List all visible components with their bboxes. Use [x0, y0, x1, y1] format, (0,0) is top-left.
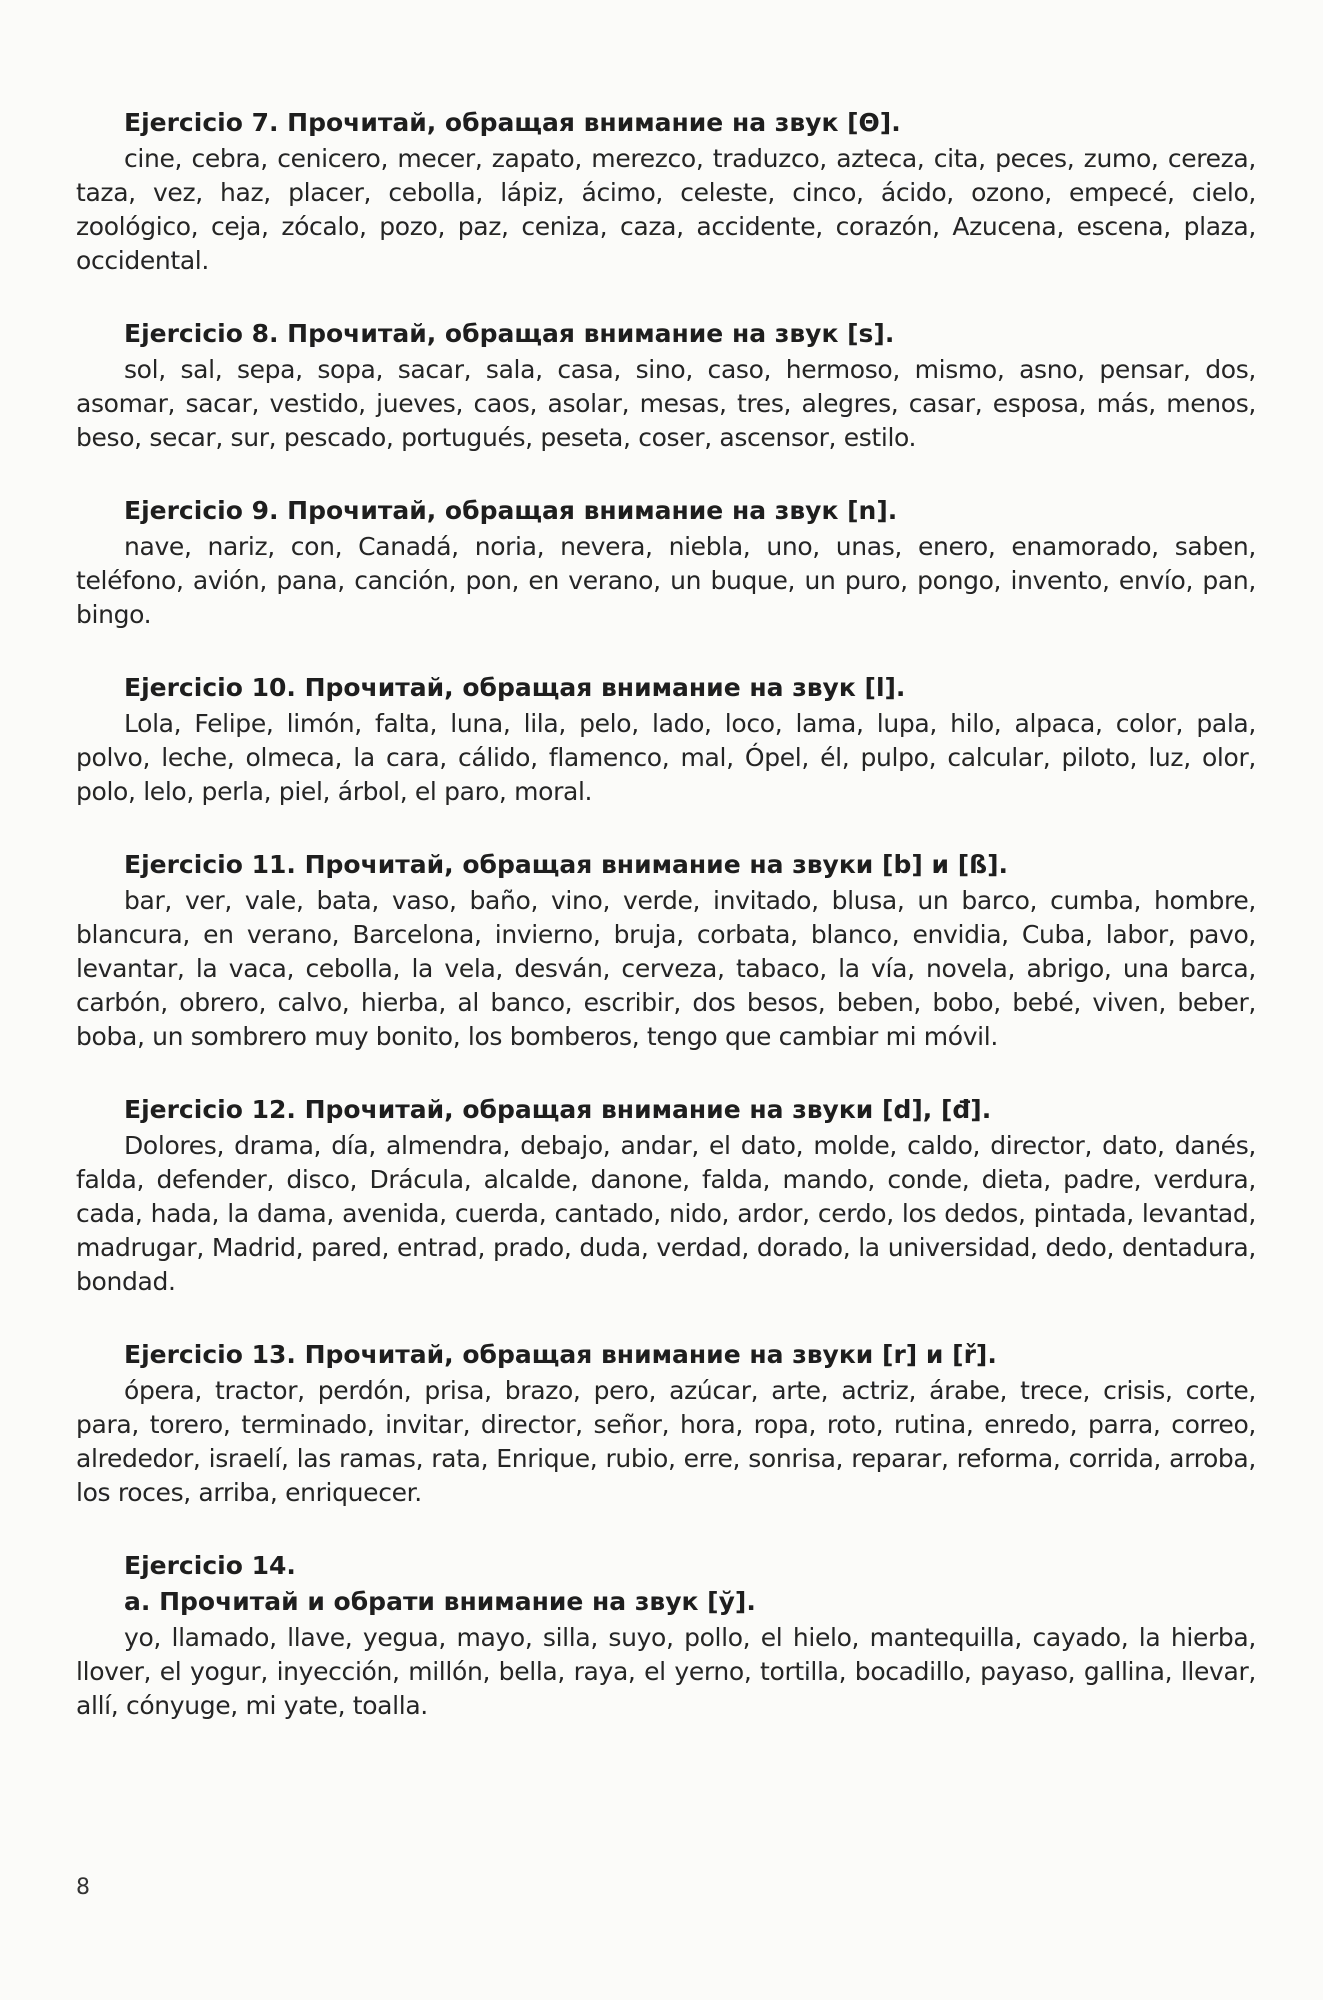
exercise-14 [76, 1549, 1256, 1723]
exercise-10 [76, 671, 1256, 809]
exercise-word-list: cine, cebra, cenicero, mecer, zapato, merezco, traduzco, azteca, cita, peces, zumo, cereza, taza, vez, haz, placer, cebolla, lápiz, ácimo, celeste, cinco, ácido, ozono, empecé, cielo, zoológico, ceja, zócalo, pozo, paz, ceniza, caza, accidente, corazón, Azucena, escena, plaza, occidental. [76, 144, 1256, 275]
exercise-heading: Ejercicio 11. Прочитай, обращая внимание на звуки [b] и [ß]. [124, 850, 1009, 879]
exercise-subheading: a. Прочитай и обрати внимание на звук [ў]. [124, 1587, 756, 1616]
exercise-word-list: sol, sal, sepa, sopa, sacar, sala, casa, sino, caso, hermoso, mismo, asno, pensar, dos, asomar, sacar, vestido, jueves, caos, asolar, mesas, tres, alegres, casar, esposa, más, menos, beso, secar, sur, pescado, portugués, peseta, coser, ascensor, estilo. [76, 355, 1256, 452]
exercise-heading: Ejercicio 10. Прочитай, обращая внимание на звук [l]. [124, 673, 906, 702]
exercise-heading: Ejercicio 13. Прочитай, обращая внимание на звуки [r] и [ř]. [124, 1340, 997, 1369]
exercise-heading: Ejercicio 9. Прочитай, обращая внимание на звук [n]. [124, 496, 898, 525]
exercise-heading: Ejercicio 8. Прочитай, обращая внимание на звук [s]. [124, 319, 895, 348]
exercise-word-list: Lola, Felipe, limón, falta, luna, lila, pelo, lado, loco, lama, lupa, hilo, alpaca, color, pala, polvo, leche, olmeca, la cara, cálido, flamenco, mal, Ópel, él, pulpo, calcular, piloto, luz, olor, polo, lelo, perla, piel, árbol, el paro, moral. [76, 709, 1256, 806]
exercise-heading: Ejercicio 12. Прочитай, обращая внимание на звуки [d], [đ]. [124, 1095, 992, 1124]
exercise-7 [76, 106, 1256, 278]
exercise-word-list: bar, ver, vale, bata, vaso, baño, vino, verde, invitado, blusa, un barco, cumba, hombre, blancura, en verano, Barcelona, invierno, bruja, corbata, blanco, envidia, Cuba, labor, pavo, levantar, la vaca, cebolla, la vela, desván, cerveza, tabaco, la vía, novela, abrigo, una barca, carbón, obrero, calvo, hierba, al banco, escribir, dos besos, beben, bobo, bebé, viven, beber, boba, un sombrero muy bonito, los bomberos, tengo que cambiar mi móvil. [76, 886, 1256, 1051]
exercise-word-list: Dolores, drama, día, almendra, debajo, andar, el dato, molde, caldo, director, dato, danés, falda, defender, disco, Drácula, alcalde, danone, falda, mando, conde, dieta, padre, verdura, cada, hada, la dama, avenida, cuerda, cantado, nido, ardor, cerdo, los dedos, pintada, levantad, madrugar, Madrid, pared, entrad, prado, duda, verdad, dorado, la universidad, dedo, dentadura, bondad. [76, 1131, 1256, 1296]
page-content [76, 106, 1256, 1762]
exercise-11 [76, 848, 1256, 1054]
exercise-word-list: nave, nariz, con, Canadá, noria, nevera, niebla, uno, unas, enero, enamorado, saben, teléfono, avión, pana, canción, pon, en verano, un buque, un puro, pongo, invento, envío, pan, bingo. [76, 532, 1256, 629]
exercise-word-list: yo, llamado, llave, yegua, mayo, silla, suyo, pollo, el hielo, mantequilla, cayado, la hierba, llover, el yogur, inyección, millón, bella, raya, el yerno, tortilla, bocadillo, payaso, gallina, llevar, allí, cónyuge, mi yate, toalla. [76, 1623, 1256, 1720]
exercise-12 [76, 1093, 1256, 1299]
exercise-heading: Ejercicio 14. [124, 1551, 296, 1580]
exercise-word-list: ópera, tractor, perdón, prisa, brazo, pero, azúcar, arte, actriz, árabe, trece, crisis, corte, para, torero, terminado, invitar, director, señor, hora, ropa, roto, rutina, enredo, parra, correo, alrededor, israelí, las ramas, rata, Enrique, rubio, erre, sonrisa, reparar, reforma, corrida, arroba, los roces, arriba, enriquecer. [76, 1376, 1256, 1507]
exercise-heading: Ejercicio 7. Прочитай, обращая внимание на звук [Θ]. [124, 108, 901, 137]
exercise-13 [76, 1338, 1256, 1510]
exercise-9 [76, 494, 1256, 632]
page-number: 8 [76, 1875, 90, 1900]
exercise-8 [76, 317, 1256, 455]
